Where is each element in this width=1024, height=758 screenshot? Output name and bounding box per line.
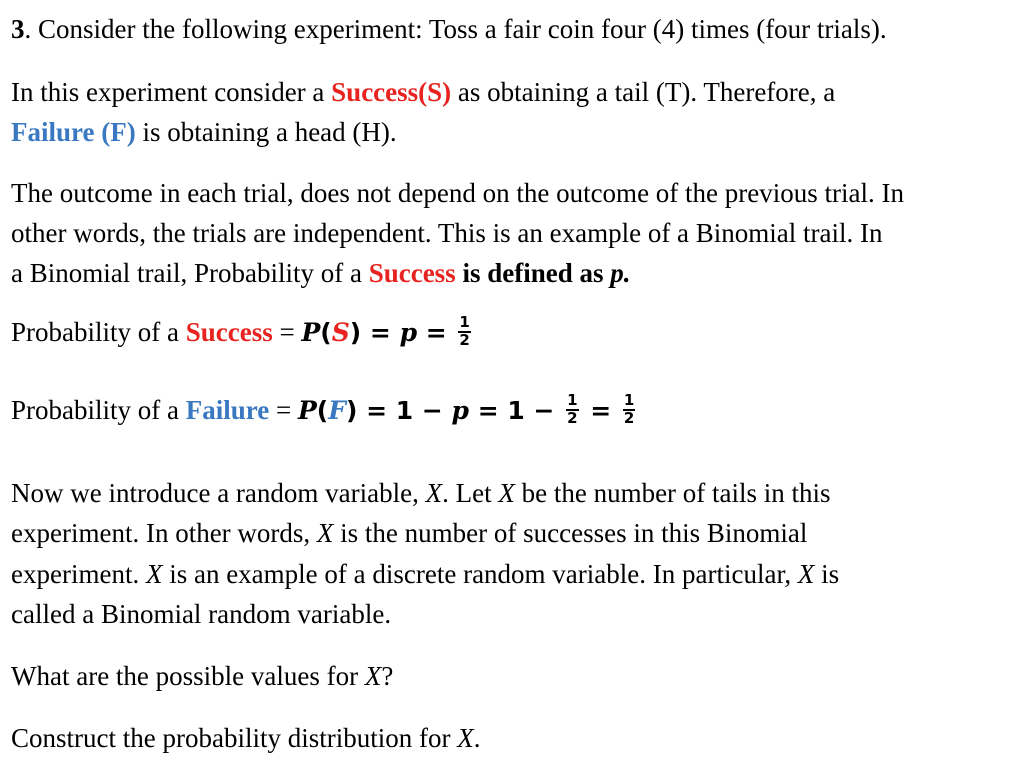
failure-probability-formula: Probability of a Failure = P(F) = 1 − p = 1 − $\frac{1}{2}$ = $\frac{1}{2}$ [11, 391, 635, 427]
fraction-one-half: $\frac{1}{2}$ [623, 391, 635, 427]
independence-line-1: The outcome in each trial, does not depend on the outcome of the previous trial. In [11, 178, 904, 208]
independence-line-2: other words, the trials are independent. This is an example of a Binomial trail. In [11, 218, 883, 248]
definition-line-1: In this experiment consider a Success(S) as obtaining a tail (T). Therefore, a [11, 77, 836, 107]
success-probability-formula: Probability of a Success = P(S) = p = $\frac{1}{2}$ [11, 313, 470, 349]
random-variable-line-2: experiment. In other words, X is the number of successes in this Binomial [11, 518, 808, 548]
fraction-one-half: $\frac{1}{2}$ [459, 313, 470, 349]
random-variable-line-4: called a Binomial random variable. [11, 599, 392, 629]
problem-number: 3 [11, 14, 25, 44]
definition-line-2: Failure (F) is obtaining a head (H). [11, 117, 397, 147]
problem-statement [11, 16, 887, 43]
problem-intro: . Consider the following experiment: Toss a fair coin four (4) times (four trials). [24, 14, 887, 44]
independence-line-3: a Binomial trail, Probability of a Success is defined as p. [11, 258, 631, 288]
random-variable-line-3: experiment. X is an example of a discrete random variable. In particular, X is [11, 559, 840, 589]
question-probability-distribution: Construct the probability distribution for X. [11, 723, 481, 753]
random-variable-line-1: Now we introduce a random variable, X. Let X be the number of tails in this [11, 478, 831, 508]
success-term: Success(S) [331, 77, 452, 107]
failure-term: Failure (F) [11, 117, 136, 147]
success-word: Success [368, 258, 456, 288]
p-symbol: p. [610, 258, 631, 288]
fraction-one-half: $\frac{1}{2}$ [567, 391, 578, 427]
question-possible-values: What are the possible values for X? [11, 661, 394, 691]
